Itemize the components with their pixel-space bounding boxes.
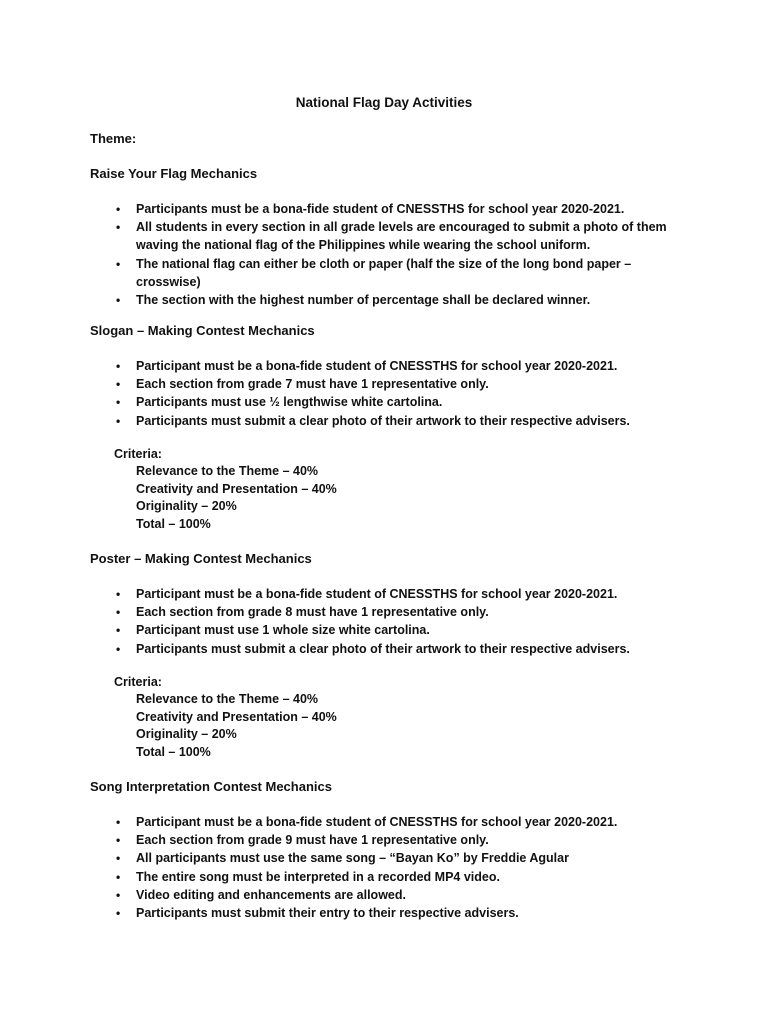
list-item-text: Participants must submit a clear photo of their artwork to their respective advisers. bbox=[136, 641, 630, 656]
list-item-text: Participant must be a bona-fide student of CNESSTHS for school year 2020-2021. bbox=[136, 587, 618, 601]
bullet-icon: • bbox=[116, 377, 121, 392]
slogan-heading: Slogan – Making Contest Mechanics bbox=[90, 323, 315, 338]
bullet-icon: • bbox=[116, 293, 121, 308]
poster-list bbox=[0, 585, 768, 658]
list-item bbox=[0, 255, 768, 291]
list-item-text: Participants must be a bona-fide student of CNESSTHS for school year 2020-2021. bbox=[136, 202, 625, 216]
bullet-icon: • bbox=[116, 815, 121, 829]
list-item-text: The section with the highest number of percentage shall be declared winner. bbox=[136, 293, 591, 308]
list-item-text: Participant must use 1 whole size white cartolina. bbox=[136, 623, 430, 638]
list-item bbox=[0, 603, 768, 621]
bullet-icon: • bbox=[116, 641, 121, 656]
list-item bbox=[0, 200, 768, 218]
criteria-item: Relevance to the Theme – 40% bbox=[136, 464, 319, 479]
criteria-item: Relevance to the Theme – 40% bbox=[136, 692, 319, 707]
list-item bbox=[0, 621, 768, 639]
bullet-icon: • bbox=[116, 413, 121, 428]
list-item bbox=[0, 218, 768, 254]
bullet-icon: • bbox=[116, 220, 121, 235]
list-item-text: Each section from grade 9 must have 1 representative only. bbox=[136, 833, 489, 848]
list-item-text: Each section from grade 7 must have 1 representative only. bbox=[136, 377, 489, 392]
criteria-item: Originality – 20% bbox=[136, 499, 237, 514]
bullet-icon: • bbox=[116, 851, 121, 866]
list-item-text: Participants must submit a clear photo of their artwork to their respective advisers. bbox=[136, 413, 630, 428]
list-item bbox=[0, 868, 768, 886]
list-item bbox=[0, 886, 768, 904]
list-item-text: Each section from grade 8 must have 1 representative only. bbox=[136, 605, 489, 620]
raise-flag-list bbox=[0, 200, 768, 309]
list-item-text: All participants must use the same song – “Bayan Ko” by Freddie Agular bbox=[136, 851, 569, 866]
list-item bbox=[0, 393, 768, 411]
criteria-item: Total – 100% bbox=[136, 744, 211, 759]
list-item bbox=[0, 831, 768, 849]
criteria-item: Originality – 20% bbox=[136, 727, 237, 742]
bullet-icon: • bbox=[116, 256, 121, 271]
poster-heading: Poster – Making Contest Mechanics bbox=[90, 551, 312, 566]
bullet-icon: • bbox=[116, 833, 121, 848]
criteria-item: Total – 100% bbox=[136, 516, 211, 531]
bullet-icon: • bbox=[116, 395, 121, 410]
criteria-label: Criteria: bbox=[114, 447, 162, 461]
theme-label: Theme: bbox=[90, 131, 137, 146]
list-item bbox=[0, 375, 768, 393]
bullet-icon: • bbox=[116, 202, 121, 216]
criteria-item: Creativity and Presentation – 40% bbox=[136, 481, 337, 496]
list-item-text: Video editing and enhancements are allowed. bbox=[136, 887, 406, 902]
bullet-icon: • bbox=[116, 887, 121, 902]
list-item bbox=[0, 585, 768, 603]
list-item-text: Participants must submit their entry to their respective advisers. bbox=[136, 906, 519, 921]
slogan-list bbox=[0, 357, 768, 430]
bullet-icon: • bbox=[116, 906, 121, 921]
list-item bbox=[0, 849, 768, 867]
list-item bbox=[0, 291, 768, 309]
raise-flag-heading: Raise Your Flag Mechanics bbox=[90, 166, 258, 181]
list-item-text: Participants must use ½ lengthwise white cartolina. bbox=[136, 395, 443, 410]
list-item-text: The entire song must be interpreted in a recorded MP4 video. bbox=[136, 869, 500, 884]
criteria-label: Criteria: bbox=[114, 675, 162, 689]
bullet-icon: • bbox=[116, 359, 121, 373]
list-item-text: Participant must be a bona-fide student of CNESSTHS for school year 2020-2021. bbox=[136, 815, 618, 829]
song-list bbox=[0, 813, 768, 922]
bullet-icon: • bbox=[116, 605, 121, 620]
song-heading: Song Interpretation Contest Mechanics bbox=[90, 779, 332, 794]
document-title: National Flag Day Activities bbox=[295, 95, 473, 110]
slogan-criteria bbox=[114, 446, 337, 533]
bullet-icon: • bbox=[116, 587, 121, 601]
list-item bbox=[0, 904, 768, 922]
list-item bbox=[0, 412, 768, 430]
criteria-item: Creativity and Presentation – 40% bbox=[136, 709, 337, 724]
poster-criteria bbox=[114, 674, 337, 761]
list-item bbox=[0, 640, 768, 658]
list-item bbox=[0, 357, 768, 375]
bullet-icon: • bbox=[116, 869, 121, 884]
list-item bbox=[0, 813, 768, 831]
bullet-icon: • bbox=[116, 623, 121, 638]
list-item-text: All students in every section in all grade levels are encouraged to submit a photo of them waving the national flag of the Philippines while wearing the school uniform. bbox=[136, 220, 667, 253]
list-item-text: Participant must be a bona-fide student of CNESSTHS for school year 2020-2021. bbox=[136, 359, 618, 373]
list-item-text: The national flag can either be cloth or paper (half the size of the long bond paper – crosswise) bbox=[136, 256, 632, 289]
